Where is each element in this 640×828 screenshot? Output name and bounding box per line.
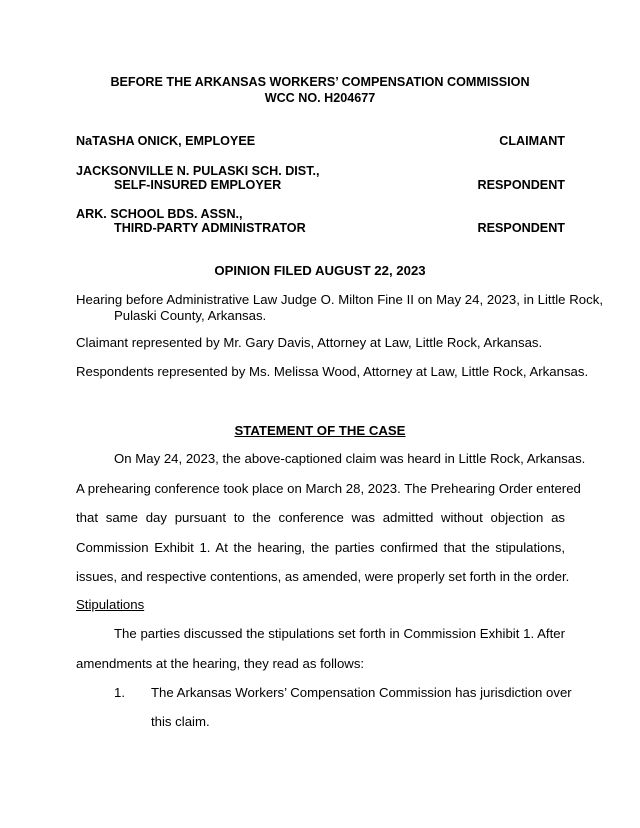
stipulations-heading: Stipulations [76,597,145,612]
claimant-counsel-paragraph: Claimant represented by Mr. Gary Davis, Attorney at Law, Little Rock, Arkansas. [76,335,543,350]
statement-line: that same day pursuant to the conference was admitted without objection as [76,510,565,525]
stipulation-number: 1. [114,685,125,700]
party-name-line2: THIRD-PARTY ADMINISTRATOR [114,221,306,235]
stipulation-line: this claim. [151,714,210,729]
party-name: NaTASHA ONICK, EMPLOYEE [76,134,256,148]
party-role: RESPONDENT [477,221,565,235]
party-name-line2: SELF-INSURED EMPLOYER [114,178,282,192]
party-role: CLAIMANT [499,134,565,148]
party-name: JACKSONVILLE N. PULASKI SCH. DIST., [76,164,320,178]
party-name: ARK. SCHOOL BDS. ASSN., [76,207,243,221]
statement-line: Commission Exhibit 1. At the hearing, the parties confirmed that the stipulations, [76,540,565,555]
party-role: RESPONDENT [477,178,565,192]
respondent-counsel-paragraph: Respondents represented by Ms. Melissa Wood, Attorney at Law, Little Rock, Arkansas. [76,364,589,379]
statement-line: A prehearing conference took place on March 28, 2023. The Prehearing Order entered [76,481,581,496]
hearing-paragraph: Hearing before Administrative Law Judge O. Milton Fine II on May 24, 2023, in Little Rock, Pulaski County, Arkansas. [76,292,603,323]
commission-heading: BEFORE THE ARKANSAS WORKERS’ COMPENSATION COMMISSION [110,75,530,89]
stipulation-line: The Arkansas Workers’ Compensation Commission has jurisdiction over [151,685,572,700]
wcc-number: WCC NO. H204677 [264,91,376,105]
stipulations-intro-line: The parties discussed the stipulations set forth in Commission Exhibit 1. After [114,626,565,641]
statement-line: On May 24, 2023, the above-captioned claim was heard in Little Rock, Arkansas. [114,451,586,466]
statement-line: issues, and respective contentions, as amended, were properly set forth in the order. [76,569,570,584]
stipulations-intro-line: amendments at the hearing, they read as follows: [76,656,365,671]
opinion-filed: OPINION FILED AUGUST 22, 2023 [214,263,426,278]
statement-heading: STATEMENT OF THE CASE [234,423,406,438]
